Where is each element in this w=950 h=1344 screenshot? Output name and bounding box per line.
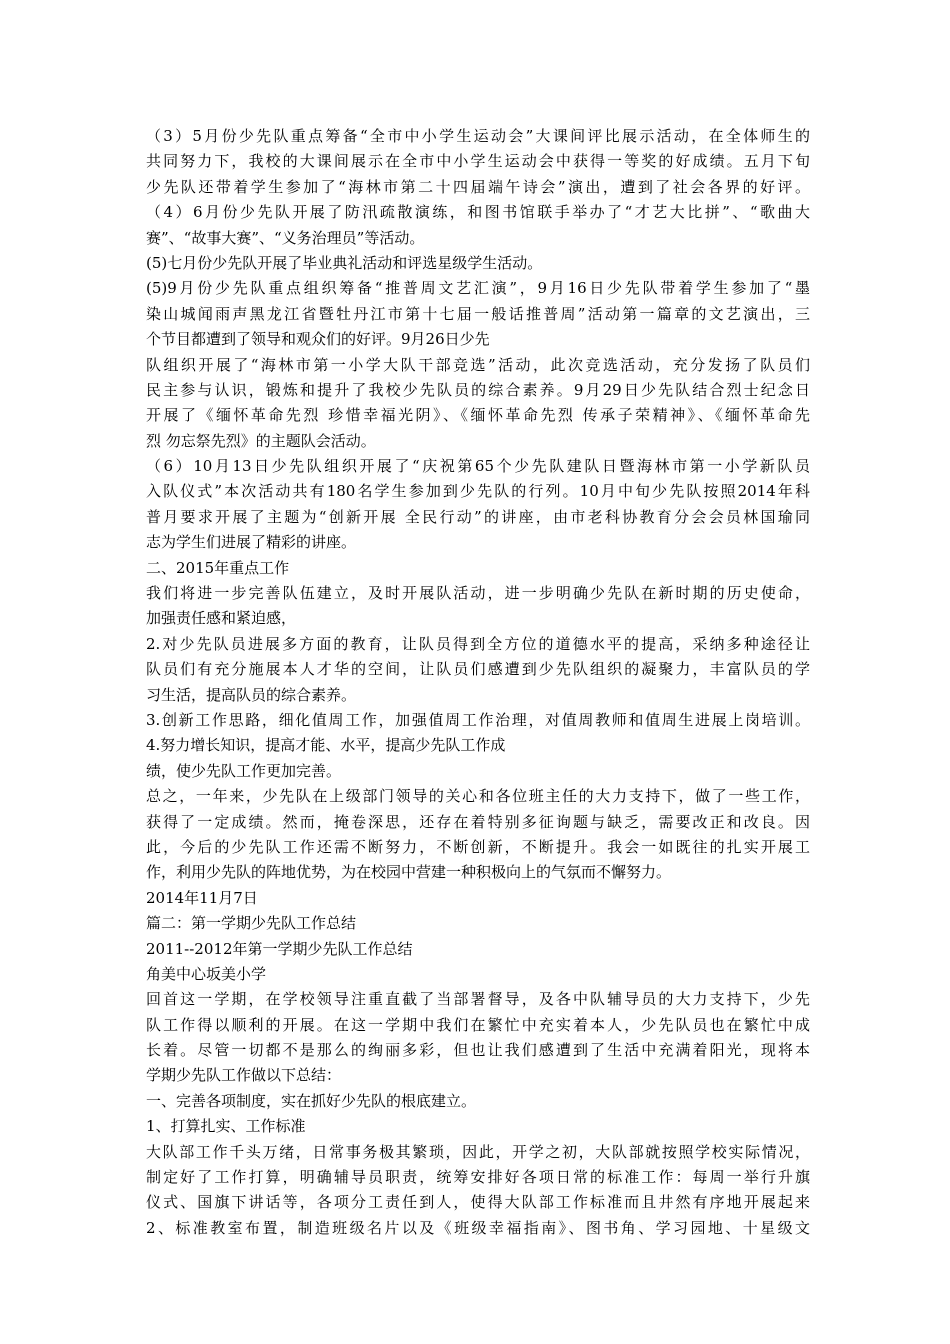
text-line: 2.对少先队员进展多方面的教育，让队员得到全方位的道德水平的提高，采纳多种途径让	[146, 634, 810, 653]
text-line: 1、打算扎实、工作标准	[146, 1117, 306, 1136]
text-line: 绩，使少先队工作更加完善。	[146, 761, 342, 780]
text-line: 此，今后的少先队工作还需不断努力，不断创新，不断提升。我会一如既往的扎实开展工	[146, 837, 810, 856]
text-line: 大队部工作千头万绪，日常事务极其繁琐，因此，开学之初，大队部就按照学校实际情况，	[146, 1142, 810, 1161]
text-line: 加强责任感和紧迫感，	[146, 609, 297, 628]
text-line: 学期少先队工作做以下总结：	[146, 1066, 342, 1085]
text-line: 染山城闻雨声黑龙江省暨牡丹江市第十七届一般话推普周”活动第一篇章的文艺演出，三	[146, 304, 810, 323]
text-line: 我们将进一步完善队伍建立，及时开展队活动，进一步明确少先队在新时期的历史使命，	[146, 584, 810, 603]
text-line: 队组织开展了“海林市第一小学大队干部竞选”活动，此次竞选活动，充分发扬了队员们	[146, 355, 810, 374]
text-line: 少先队还带着学生参加了“海林市第二十四届端午诗会”演出，遭到了社会各界的好评。	[146, 177, 810, 196]
text-line: 2011--2012年第一学期少先队工作总结	[146, 939, 413, 958]
text-line: 志为学生们进展了精彩的讲座。	[146, 533, 357, 552]
text-line: 队员们有充分施展本人才华的空间，让队员们感遭到少先队组织的凝聚力，丰富队员的学	[146, 660, 810, 679]
text-line: 获得了一定成绩。然而，掩卷深思，还存在着特别多征询题与缺乏，需要改正和改良。因	[146, 812, 810, 831]
text-line: 烈 勿忘祭先烈》的主题队会活动。	[146, 431, 376, 450]
text-line: （6）10月13日少先队组织开展了“庆祝第65个少先队建队日暨海林市第一小学新队员	[146, 457, 810, 476]
text-line: (5)9月份少先队重点组织筹备“推普周文艺汇演”，9月16日少先队带着学生参加了“墨	[146, 279, 810, 298]
text-line: 共同努力下，我校的大课间展示在全市中小学生运动会中获得一等奖的好成绩。五月下旬	[146, 152, 810, 171]
text-line: 仪式、国旗下讲话等，各项分工责任到人，使得大队部工作标准而且井然有序地开展起来	[146, 1193, 810, 1212]
text-line: 队工作得以顺利的开展。在这一学期中我们在繁忙中充实着本人，少先队员也在繁忙中成	[146, 1015, 810, 1034]
text-line: 回首这一学期，在学校领导注重直截了当部署督导，及各中队辅导员的大力支持下，少先	[146, 990, 810, 1009]
text-line: 个节目都遭到了领导和观众们的好评。9月26日少先	[146, 330, 490, 349]
text-line: 普月要求开展了主题为“创新开展 全民行动”的讲座，由市老科协教育分会会员林国瑜同	[146, 507, 810, 526]
text-line: （4）6月份少先队开展了防汛疏散演练，和图书馆联手举办了“才艺大比拼”、“歌曲大	[146, 203, 810, 222]
text-line: 总之，一年来，少先队在上级部门领导的关心和各位班主任的大力支持下，做了一些工作，	[146, 787, 810, 806]
text-line: 一、完善各项制度，实在抓好少先队的根底建立。	[146, 1091, 477, 1110]
text-line: 4.努力增长知识，提高才能、水平，提高少先队工作成	[146, 736, 506, 755]
text-line: 2、标准教室布置，制造班级名片以及《班级幸福指南》、图书角、学习园地、十星级文	[146, 1218, 810, 1237]
text-line: 习生活，提高队员的综合素养。	[146, 685, 357, 704]
text-line: 角美中心坂美小学	[146, 964, 267, 983]
text-line: (5)七月份少先队开展了毕业典礼活动和评选星级学生活动。	[146, 253, 543, 272]
text-line: （3）5月份少先队重点筹备“全市中小学生运动会”大课间评比展示活动，在全体师生的	[146, 127, 810, 145]
text-line: 制定好了工作打算，明确辅导员职责，统筹安排好各项日常的标准工作：每周一举行升旗	[146, 1168, 810, 1187]
text-line: 民主参与认识，锻炼和提升了我校少先队员的综合素养。9月29日少先队结合烈士纪念日	[146, 380, 810, 399]
text-line: 开展了《缅怀革命先烈 珍惜幸福光阴》、《缅怀革命先烈 传承子荣精神》、《缅怀革命先	[146, 406, 810, 425]
text-line: 2014年11月7日	[146, 888, 258, 907]
text-line: 3.创新工作思路，细化值周工作，加强值周工作治理，对值周教师和值周生进展上岗培训。	[146, 710, 810, 729]
text-line: 篇二：第一学期少先队工作总结	[146, 914, 357, 933]
text-line: 赛”、“故事大赛”、“义务治理员”等活动。	[146, 228, 425, 247]
text-line: 二、2015年重点工作	[146, 558, 290, 577]
text-line: 作，利用少先队的阵地优势，为在校园中营建一种积极向上的气氛而不懈努力。	[146, 863, 672, 882]
text-line: 入队仪式”本次活动共有180名学生参加到少先队的行列。10月中旬少先队按照2014年科	[146, 482, 810, 501]
document-page	[146, 124, 810, 1241]
text-line: 长着。尽管一切都不是那么的绚丽多彩，但也让我们感遭到了生活中充满着阳光，现将本	[146, 1041, 810, 1060]
